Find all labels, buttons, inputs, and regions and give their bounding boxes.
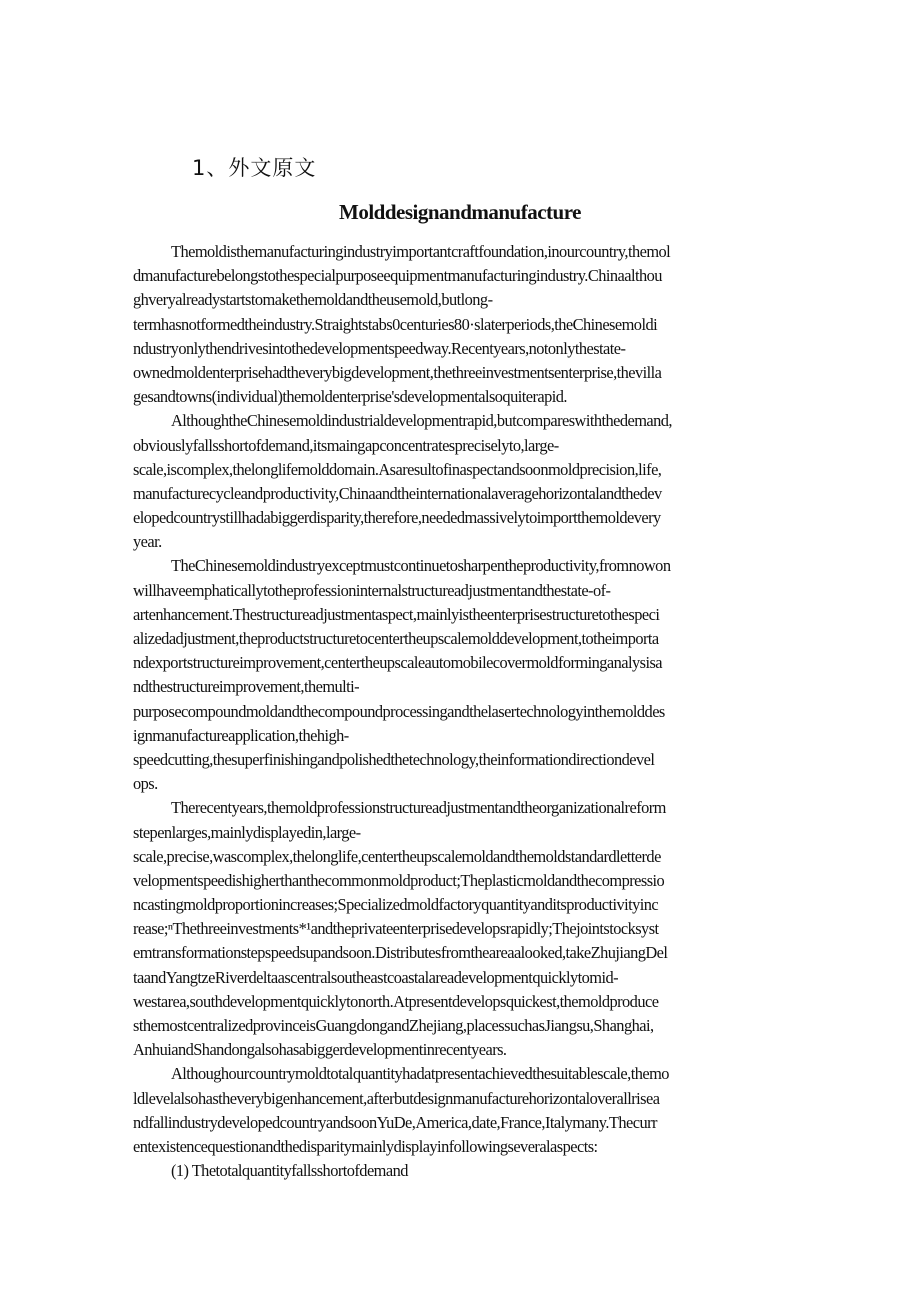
paragraph bbox=[133, 796, 793, 1062]
text-line: scale,iscomplex,thelonglifemolddomain.Asaresultofinaspectandsoonmoldprecision,life, bbox=[133, 459, 662, 479]
text-line: manufacturecycleandproductivity,Chinaandtheinternationalaveragehorizontalandthedev bbox=[133, 483, 662, 503]
text-line: westarea,southdevelopmentquicklytonorth.Atpresentdevelopsquickest,themoldproduce bbox=[133, 991, 659, 1011]
section-heading: 1、外文原文 bbox=[192, 156, 317, 180]
document-title: Molddesignandmanufacture bbox=[339, 200, 581, 224]
text-line: ndustryonlythendrivesintothedevelopmentspeedway.Recentyears,notonlythestate- bbox=[133, 338, 626, 358]
text-line: artenhancement.Thestructureadjustmentaspect,mainlyistheenterprisestructuretothespeci bbox=[133, 604, 660, 624]
text-line: Therecentyears,themoldprofessionstructureadjustmentandtheorganizationalreform bbox=[171, 798, 666, 818]
text-line: ignmanufactureapplication,thehigh- bbox=[133, 725, 349, 745]
text-line: scale,precise,wascomplex,thelonglife,centertheupscalemoldandthemoldstandardletterde bbox=[133, 846, 661, 866]
text-line: elopedcountrystillhadabiggerdisparity,therefore,neededmassivelytoimportthemoldevery bbox=[133, 508, 661, 528]
text-line: entexistencequestionandthedisparitymainlydisplayinfollowingseveralaspects: bbox=[133, 1136, 598, 1156]
paragraph bbox=[133, 554, 793, 796]
text-line: Themoldisthemanufacturingindustryimportantcraftfoundation,inourcountry,themol bbox=[171, 242, 671, 261]
text-line: ldlevelalsohastheverybigenhancement,afterbutdesignmanufacturehorizontaloverallrisea bbox=[133, 1088, 660, 1108]
text-line: ncastingmoldproportionincreases;Specializedmoldfactoryquantityanditsproductivityinc bbox=[133, 895, 659, 915]
text-line: willhaveemphaticallytotheprofessioninternalstructureadjustmentandthestate-of- bbox=[133, 580, 611, 600]
text-line: taandYangtzeRiverdeltaascentralsoutheastcoastalareadevelopmentquicklytomid- bbox=[133, 967, 619, 987]
text-line: ndfallindustrydevelopedcountryandsoonYuDe,America,date,France,Italymany.Thecurr bbox=[133, 1112, 657, 1132]
text-line: rease;ⁿThethreeinvestments*¹andtheprivateenterprisedevelopsrapidly;Thejointstocksyst bbox=[133, 919, 659, 939]
text-line: ndthestructureimprovement,themulti- bbox=[133, 677, 360, 697]
text-line: obviouslyfallsshortofdemand,itsmaingapconcentratespreciselyto,large- bbox=[133, 435, 559, 455]
text-line: Althoughourcountrymoldtotalquantityhadatpresentachievedthesuitablescale,themo bbox=[171, 1064, 669, 1084]
paragraph bbox=[133, 1062, 793, 1159]
text-line: alizedadjustment,theproductstructuretocentertheupscalemolddevelopment,totheimporta bbox=[133, 629, 659, 648]
text-line: TheChinesemoldindustryexceptmustcontinuetosharpentheproductivity,fromnowon bbox=[171, 556, 671, 576]
text-line: stepenlarges,mainlydisplayedin,large- bbox=[133, 822, 361, 842]
text-line: speedcutting,thesuperfinishingandpolishedthetechnology,theinformationdirectiondevel bbox=[133, 749, 655, 769]
text-line: ops. bbox=[133, 774, 158, 794]
text-line: emtransformationstepspeedsupandsoon.Distributesfromtheareaalooked,takeZhujiangDel bbox=[133, 943, 668, 963]
text-line: purposecompoundmoldandthecompoundprocessingandthelasertechnologyinthemolddes bbox=[133, 701, 665, 721]
text-line: ghveryalreadystartstomakethemoldandtheusemold,butlong- bbox=[133, 290, 493, 310]
document-body bbox=[133, 240, 793, 1183]
text-line: termhasnotformedtheindustry.Straightstabs0centuries80·slaterperiods,theChinesemoldi bbox=[133, 314, 658, 334]
text-line: AnhuiandShandongalsohasabiggerdevelopmentinrecentyears. bbox=[133, 1040, 507, 1060]
text-line: year. bbox=[133, 532, 162, 552]
paragraph bbox=[133, 240, 793, 409]
text-line: gesandtowns(individual)themoldenterprise'sdevelopmentalsoquiterapid. bbox=[133, 387, 567, 407]
list-item: (1) Thetotalquantityfallsshortofdemand bbox=[171, 1161, 408, 1181]
text-line: AlthoughtheChinesemoldindustrialdevelopmentrapid,butcompareswiththedemand, bbox=[171, 411, 672, 431]
text-line: ndexportstructureimprovement,centertheupscaleautomobilecovermoldforminganalysisa bbox=[133, 653, 663, 673]
paragraph bbox=[133, 409, 793, 554]
text-line: velopmentspeedishigherthanthecommonmoldproduct;Theplasticmoldandthecompressio bbox=[133, 870, 665, 890]
text-line: ownedmoldenterprisehadtheverybigdevelopment,thethreeinvestmentsenterprise,thevilla bbox=[133, 362, 662, 382]
text-line: dmanufacturebelongstothespecialpurposeequipmentmanufacturingindustry.Chinaalthou bbox=[133, 266, 662, 286]
text-line: sthemostcentralizedprovinceisGuangdongandZhejiang,placessuchasJiangsu,Shanghai, bbox=[133, 1016, 654, 1035]
